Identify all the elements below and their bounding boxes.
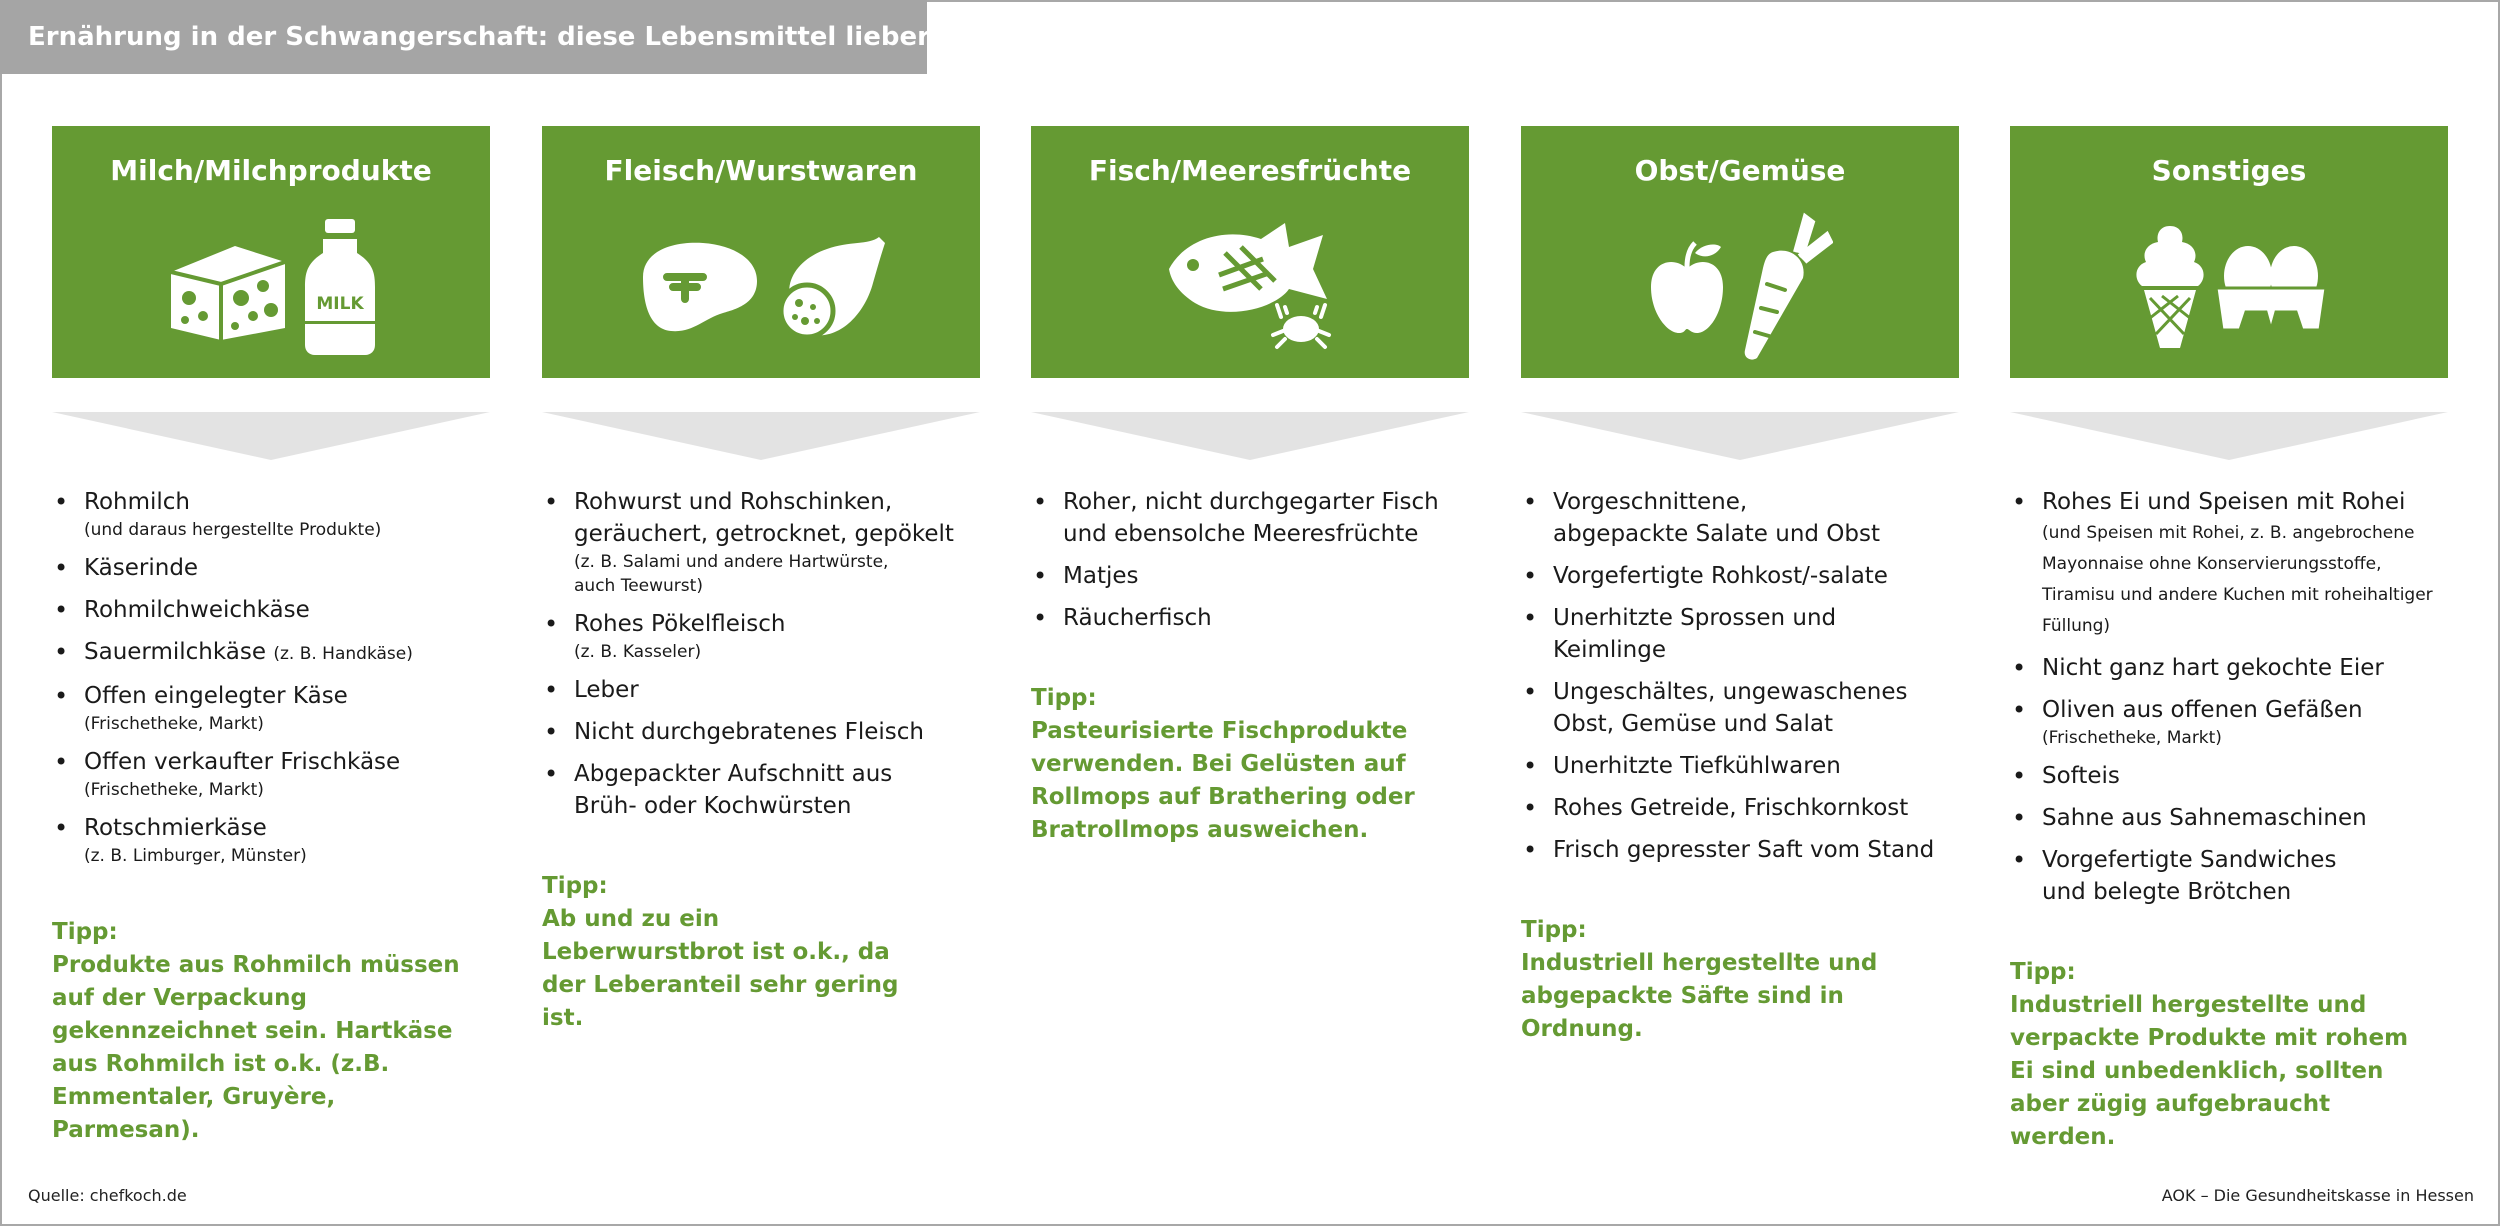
tip-box bbox=[1031, 682, 1431, 847]
item-note: (Frischetheke, Markt) bbox=[84, 714, 264, 734]
item-text: • Rotschmierkäse bbox=[84, 815, 267, 841]
tip-text: Pasteurisierte Fischprodukte verwenden. Bei Gelüsten auf Rollmops auf Brathering oder Bratrollmops ausweichen. bbox=[1031, 718, 1415, 843]
tip-text: Ab und zu ein Leberwurstbrot ist o.k., da der Leberanteil sehr gering ist. bbox=[542, 906, 899, 1031]
ice-cream-icon bbox=[2132, 222, 2208, 352]
item-note: (Frischetheke, Markt) bbox=[84, 780, 264, 800]
item-note: (Frischetheke, Markt) bbox=[2042, 728, 2222, 748]
list-item bbox=[542, 716, 980, 748]
list-item bbox=[1521, 602, 1959, 666]
item-text: • Rohmilchweichkäse bbox=[84, 597, 310, 623]
item-text: • Vorgefertigte Sandwiches und belegte Brötchen bbox=[2042, 847, 2337, 905]
tip-text: Industriell hergestellte und verpackte Produkte mit rohem Ei sind unbedenklich, sollten aber zügig aufgebraucht werden. bbox=[2010, 992, 2409, 1150]
tip-label: Tipp: bbox=[1521, 917, 1587, 943]
column-title: Fisch/Meeresfrüchte bbox=[1088, 154, 1412, 187]
column-icons bbox=[2010, 212, 2448, 362]
item-text: • Oliven aus offenen Gefäßen bbox=[2042, 697, 2363, 723]
item-text: • Unerhitzte Sprossen und Keimlinge bbox=[1553, 605, 1837, 663]
list-item bbox=[1031, 560, 1469, 592]
apple-icon bbox=[1647, 237, 1727, 337]
column-header bbox=[1521, 126, 1959, 378]
item-text: • Offen verkaufter Frischkäse bbox=[84, 749, 401, 775]
cheese-icon bbox=[165, 232, 289, 342]
tip-label: Tipp: bbox=[2010, 959, 2076, 985]
column-title: Milch/Milchprodukte bbox=[110, 154, 432, 187]
list-item bbox=[1521, 834, 1959, 866]
item-note: (z. B. Handkäse) bbox=[273, 644, 413, 664]
item-text: • Rohes Getreide, Frischkornkost bbox=[1553, 795, 1909, 821]
item-text: • Roher, nicht durchgegarter Fisch und ebensolche Meeresfrüchte bbox=[1063, 489, 1439, 547]
list-item bbox=[2010, 486, 2448, 642]
column-header bbox=[2010, 126, 2448, 378]
down-arrow-icon bbox=[542, 412, 980, 460]
item-text: • Abgepackter Aufschnitt aus Brüh- oder Kochwürsten bbox=[574, 761, 893, 819]
list-item bbox=[52, 594, 490, 626]
item-text: • Frisch gepresster Saft vom Stand bbox=[1553, 837, 1935, 863]
column-header bbox=[52, 126, 490, 378]
down-arrow-icon bbox=[1031, 412, 1469, 460]
list-item bbox=[542, 608, 980, 664]
item-list bbox=[52, 486, 490, 868]
down-arrow-icon bbox=[52, 412, 490, 460]
list-item bbox=[1031, 486, 1469, 550]
milk-bottle-icon bbox=[303, 217, 377, 357]
column-other bbox=[2010, 126, 2448, 1154]
eggs-icon bbox=[2216, 242, 2326, 332]
item-text: • Ungeschältes, ungewaschenes Obst, Gemüse und Salat bbox=[1553, 679, 1908, 737]
column-icons bbox=[52, 212, 490, 362]
item-text: • Offen eingelegter Käse bbox=[84, 683, 348, 709]
item-text: Sauermilchkäse bbox=[84, 639, 267, 665]
list-item bbox=[2010, 844, 2448, 908]
column-header bbox=[542, 126, 980, 378]
column-title: Sonstiges bbox=[2151, 154, 2307, 187]
tip-text: Produkte aus Rohmilch müssen auf der Verpackung gekennzeichnet sein. Hartkäse aus Rohmilch ist o.k. (z.B. Emmentaler, Gruyère, Parmesan). bbox=[52, 952, 460, 1143]
item-text: • Rohes Pökelfleisch bbox=[574, 611, 786, 637]
item-note: (z. B. Salami und andere Hartwürste, auch Teewurst) bbox=[574, 552, 889, 596]
fish-icon bbox=[1165, 217, 1335, 357]
steak-icon bbox=[633, 237, 763, 337]
sausage-icon bbox=[769, 227, 889, 347]
column-fruit-vegetables bbox=[1521, 126, 1959, 1046]
list-item bbox=[1521, 792, 1959, 824]
column-milk bbox=[52, 126, 490, 1147]
list-item bbox=[1521, 750, 1959, 782]
list-item bbox=[2010, 802, 2448, 834]
item-list bbox=[2010, 486, 2448, 908]
item-text: • Vorgeschnittene, abgepackte Salate und Obst bbox=[1553, 489, 1881, 547]
item-note: (und daraus hergestellte Produkte) bbox=[84, 520, 382, 540]
list-item bbox=[1031, 602, 1469, 634]
list-item bbox=[2010, 694, 2448, 750]
item-text: • Vorgefertigte Rohkost/-salate bbox=[1553, 563, 1888, 589]
tip-box bbox=[1521, 914, 1951, 1046]
item-text: • Unerhitzte Tiefkühlwaren bbox=[1553, 753, 1841, 779]
item-note: (z. B. Limburger, Münster) bbox=[84, 846, 307, 866]
list-item bbox=[542, 674, 980, 706]
column-icons bbox=[1031, 212, 1469, 362]
list-item bbox=[542, 486, 980, 598]
item-list bbox=[1521, 486, 1959, 866]
column-title: Fleisch/Wurstwaren bbox=[604, 154, 918, 187]
column-icons bbox=[1521, 212, 1959, 362]
tip-label: Tipp: bbox=[1031, 685, 1097, 711]
down-arrow-icon bbox=[2010, 412, 2448, 460]
tip-text: Industriell hergestellte und abgepackte Säfte sind in Ordnung. bbox=[1521, 950, 1878, 1042]
item-text: • Rohmilch bbox=[84, 489, 191, 515]
column-icons bbox=[542, 212, 980, 362]
item-text: • Softeis bbox=[2042, 763, 2120, 789]
list-item bbox=[1521, 486, 1959, 550]
item-list bbox=[1031, 486, 1469, 634]
column-title: Obst/Gemüse bbox=[1634, 154, 1846, 187]
list-item bbox=[1521, 676, 1959, 740]
down-arrow-icon bbox=[1521, 412, 1959, 460]
item-text: • Räucherfisch bbox=[1063, 605, 1212, 631]
tip-label: Tipp: bbox=[52, 919, 118, 945]
credit-note: AOK – Die Gesundheitskasse in Hessen bbox=[2161, 1186, 2474, 1205]
item-text: • Rohwurst und Rohschinken, geräuchert, getrocknet, gepökelt bbox=[574, 489, 954, 547]
item-text: • Leber bbox=[574, 677, 639, 703]
item-text: • Rohes Ei und Speisen mit Rohei bbox=[2042, 489, 2406, 515]
tip-box bbox=[542, 870, 912, 1035]
list-item bbox=[1521, 560, 1959, 592]
item-text: • Nicht durchgebratenes Fleisch bbox=[574, 719, 924, 745]
list-item bbox=[52, 680, 490, 736]
list-item bbox=[542, 758, 980, 822]
carrot-icon bbox=[1733, 212, 1833, 362]
tip-label: Tipp: bbox=[542, 873, 608, 899]
item-text: • Nicht ganz hart gekochte Eier bbox=[2042, 655, 2384, 681]
source-note: Quelle: chefkoch.de bbox=[28, 1186, 187, 1205]
list-item bbox=[52, 812, 490, 868]
list-item bbox=[2010, 652, 2448, 684]
list-item bbox=[2010, 760, 2448, 792]
item-text: • Matjes bbox=[1063, 563, 1139, 589]
item-text: • Sahne aus Sahnemaschinen bbox=[2042, 805, 2367, 831]
item-note: (z. B. Kasseler) bbox=[574, 642, 702, 662]
list-item bbox=[52, 552, 490, 584]
item-note: (und Speisen mit Rohei, z. B. angebrochene Mayonnaise ohne Konservierungsstoffe, Tiramisu und andere Kuchen mit roheihaltiger Füllung) bbox=[2042, 523, 2433, 636]
list-item bbox=[52, 746, 490, 802]
column-header bbox=[1031, 126, 1469, 378]
column-fish bbox=[1031, 126, 1469, 847]
tip-box bbox=[52, 916, 482, 1147]
column-meat bbox=[542, 126, 980, 1035]
list-item bbox=[52, 486, 490, 542]
page-title: Ernährung in der Schwangerschaft: diese Lebensmittel lieber nicht bbox=[0, 0, 927, 74]
milk-label: MILK bbox=[316, 294, 364, 314]
item-list bbox=[542, 486, 980, 822]
tip-box bbox=[2010, 956, 2430, 1154]
item-text: • Käserinde bbox=[84, 555, 199, 581]
list-item bbox=[52, 636, 490, 670]
